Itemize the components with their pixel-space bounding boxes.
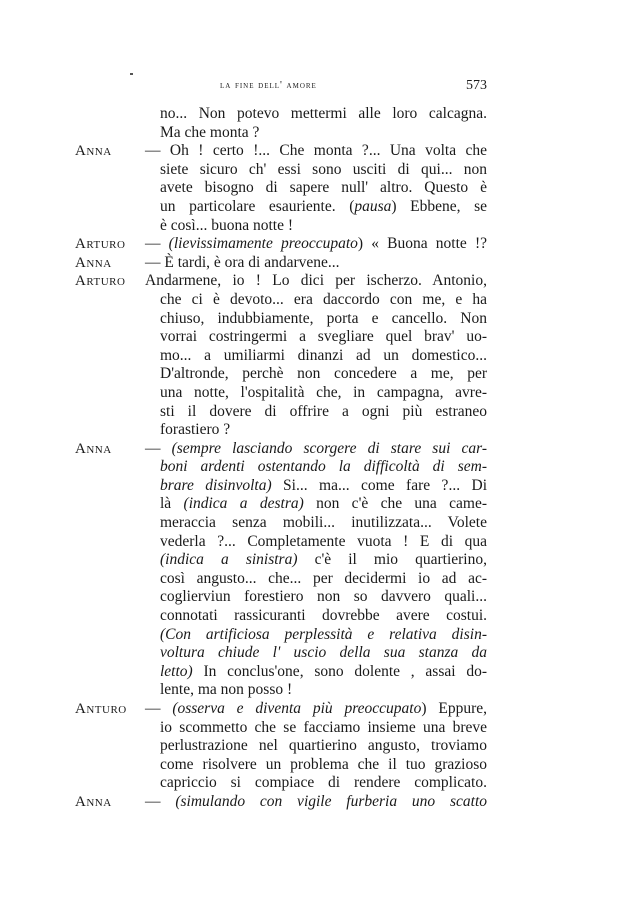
spoken-text: è così... buona notte ! [160,216,294,234]
text-line [0,607,628,626]
text-line [0,365,628,384]
spoken-text: In conclus'one, sono dolente , assai do- [192,662,487,680]
text-line [0,626,628,645]
text-line [0,440,628,459]
line-text [160,403,487,422]
spoken-text: così angusto... che... per decidermi io ad ac- [160,569,487,587]
text-line [0,124,628,143]
text-line [0,235,628,254]
text-line [0,719,628,738]
speaker-name: Anna [75,143,112,160]
text-line [0,663,628,682]
stage-direction: boni ardenti ostentando la difficoltà di sem- [160,458,487,476]
line-text [160,421,487,440]
text-line [0,551,628,570]
line-text [160,514,487,533]
stage-direction: voltura chiude l' uscio della sua stanza da [160,644,487,662]
spoken-text: sti il dovere di offrire a ogni più estraneo [160,402,487,420]
line-text [160,756,487,775]
line-text [160,161,487,180]
text-line [0,421,628,440]
speaker-name: Arturo [75,273,126,290]
spoken-text: forastiero ? [160,421,231,439]
spoken-text: un particolare esauriente. ( [160,197,355,215]
line-text [160,681,487,700]
line-text [145,700,487,719]
line-text [145,142,487,161]
spoken-text: Andarmene, io ! Lo dici per ischerzo. Antonio, [145,272,487,290]
text-line [0,328,628,347]
stage-direction: (simulando con vigile furberia uno scatto [175,792,488,810]
spoken-text: come risolvere un problema che il tuo grazioso [160,755,487,773]
spoken-text: — [145,700,173,717]
line-text [145,235,487,254]
line-text [160,365,487,384]
stage-direction: (Con artificiosa perplessità e relativa disin- [160,625,487,643]
text-line [0,254,628,273]
line-text [160,626,487,645]
line-text [160,328,487,347]
spoken-text: non c'è che una came- [303,495,487,513]
text-line [0,403,628,422]
text-line [0,458,628,477]
spoken-text: ) Ebbene, se [391,197,487,215]
spoken-text: coglierviun forestiero non so davvero quali... [160,588,487,606]
line-text [160,217,487,236]
spoken-text: — Oh ! certo !... Che monta ?... Una volta che [145,142,487,160]
text-line [0,644,628,663]
text-line [0,310,628,329]
stage-direction: (lievissimamente preoccupato [168,235,358,253]
line-text [160,291,487,310]
stage-direction: (sempre lasciando scorgere di stare sui car- [171,439,488,457]
line-text [145,272,487,291]
line-text [160,570,487,589]
print-speck [130,73,133,75]
line-text [160,719,487,738]
speaker-name: Anna [75,793,112,810]
text-line [0,105,628,124]
spoken-text: avete bisogno di sapere null' altro. Questo è [160,179,487,197]
running-title: la fine dell' amore [220,80,317,91]
spoken-text: — È tardi, è ora di andarvene... [145,253,340,271]
line-text [160,310,487,329]
line-text [160,477,487,496]
spoken-text: una notte, l'ospitalità che, in campagna, avre- [160,383,487,401]
text-line [0,700,628,719]
line-text [160,644,487,663]
stage-direction: (osserva e diventa più preoccupato [172,700,422,717]
text-line [0,681,628,700]
spoken-text: lente, ma non posso ! [160,681,293,699]
text-line [0,514,628,533]
stage-direction: (indica a sinistra) [160,551,298,569]
text-line [0,793,628,812]
text-line [0,533,628,552]
spoken-text: capriccio si compiace di rendere complicato. [160,774,487,792]
line-text [160,384,487,403]
text-line [0,737,628,756]
spoken-text: meraccia senza mobili... inutilizzata... Volete [160,514,487,532]
text-line [0,347,628,366]
spoken-text: io scommetto che se facciamo insieme una breve [160,718,487,736]
speaker-name: Anna [75,254,112,271]
dialogue-body [0,105,628,812]
spoken-text: ) Eppure, [421,700,487,717]
page-header [160,80,487,98]
text-line [0,384,628,403]
line-text [160,663,487,682]
line-text [145,254,487,273]
text-line [0,756,628,775]
spoken-text: Ma che monta ? [160,123,260,141]
text-line [0,217,628,236]
spoken-text: — [145,792,176,810]
stage-direction: letto) [160,662,193,680]
line-text [160,737,487,756]
stage-direction: brare disinvolta) [160,476,272,494]
stage-direction: pausa [354,197,392,215]
spoken-text: D'altronde, perchè non concedere a me, per [160,365,487,383]
line-text [160,533,487,552]
spoken-text: vederla ?... Completamente vuota ! E di qua [160,532,487,550]
spoken-text: c'è il mio quartierino, [297,551,487,569]
text-line [0,477,628,496]
spoken-text: vorrai costringermi a svegliare quel brav' uo- [160,328,487,346]
text-line [0,291,628,310]
line-text [160,607,487,626]
page-number: 573 [466,78,487,93]
spoken-text: mo... a umiliarmi dinanzi ad un domestico... [160,346,487,364]
text-line [0,774,628,793]
line-text [145,440,487,459]
line-text [160,179,487,198]
speaker-name: Anna [75,440,112,457]
line-text [160,124,487,143]
text-line [0,495,628,514]
stage-direction: (indica a destra) [183,495,304,513]
spoken-text: — [145,439,172,457]
line-text [160,588,487,607]
line-text [145,793,487,812]
text-line [0,161,628,180]
text-line [0,588,628,607]
text-line [0,179,628,198]
spoken-text: siete sicuro ch' essi sono usciti di qui... non [160,160,487,178]
line-text [160,495,487,514]
line-text [160,347,487,366]
line-text [160,198,487,217]
spoken-text: là [160,495,184,513]
speaker-name: Arturo [75,236,126,253]
spoken-text: chiuso, indubbiamente, porta e cancello. Non [160,309,487,327]
text-line [0,198,628,217]
spoken-text: perlustrazione nel quartierino angusto, troviamo [160,737,487,755]
spoken-text: Si... ma... come fare ?... Di [271,476,487,494]
spoken-text: no... Non potevo mettermi alle loro calcagna. [160,105,487,122]
line-text [160,551,487,570]
text-line [0,570,628,589]
speaker-name: Anturo [75,701,127,717]
spoken-text: connotati rassicuranti dovrebbe avere costui. [160,607,487,625]
spoken-text: ) « Buona notte !? [357,235,487,253]
spoken-text: che ci è devoto... era daccordo con me, e ha [160,290,487,308]
line-text [160,105,487,124]
text-line [0,272,628,291]
line-text [160,774,487,793]
line-text [160,458,487,477]
text-line [0,142,628,161]
spoken-text: — [145,235,169,253]
